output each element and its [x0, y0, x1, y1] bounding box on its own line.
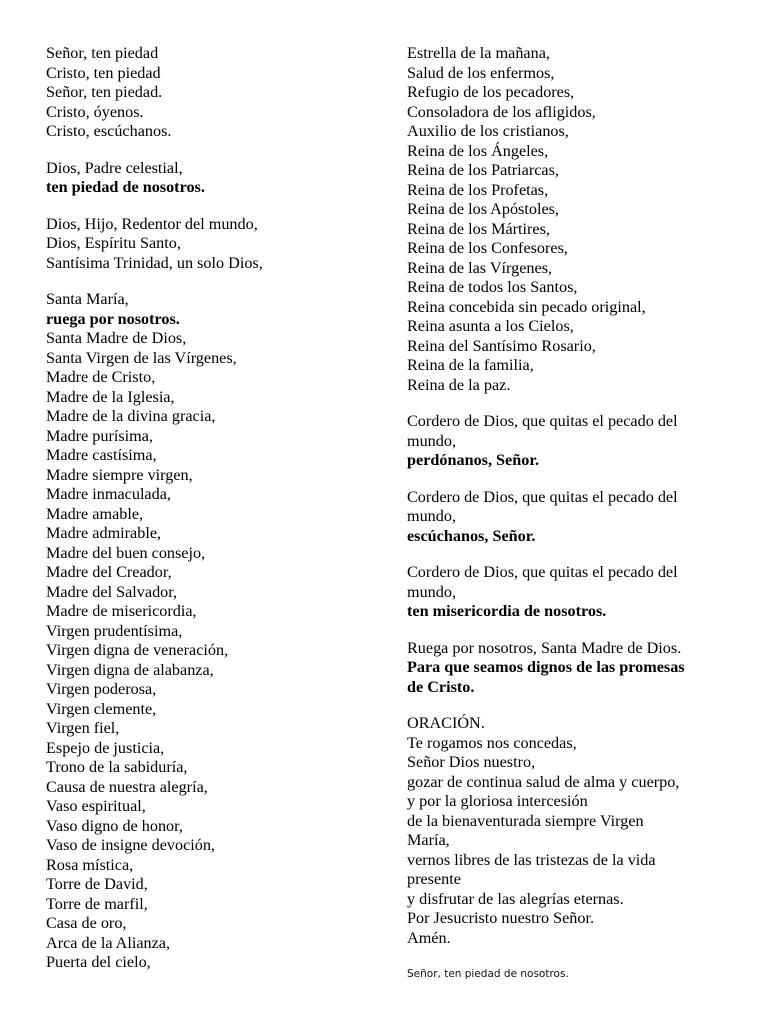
litany-title-line: Vaso digno de honor,: [46, 816, 183, 835]
prayer-line: y disfrutar de las alegrías eternas.: [407, 889, 624, 908]
litany-title-line: Reina de los Apóstoles,: [407, 200, 559, 218]
litany-title-line: Madre de la Iglesia,: [46, 387, 175, 406]
left-column: [46, 44, 376, 990]
agnus-dei-invocation: Cordero de Dios, que quitas el pecado del: [407, 412, 678, 430]
litany-title-line: Virgen digna de alabanza,: [46, 660, 214, 679]
litany-title-line: Consoladora de los afligidos,: [407, 102, 596, 121]
litany-title-line: Reina de las Vírgenes,: [407, 258, 553, 277]
trinity-block: [46, 215, 376, 274]
litany-title-line: Vaso espiritual,: [46, 797, 146, 815]
mary-response: ruega por nosotros.: [46, 309, 180, 328]
agnus-dei-invocation: mundo,: [407, 431, 457, 450]
kyrie-line: Cristo, óyenos.: [46, 102, 144, 121]
versicle-block: [407, 639, 737, 698]
litany-title-line: Virgen poderosa,: [46, 680, 157, 698]
litany-title-line: Salud de los enfermos,: [407, 63, 555, 82]
footer-note: Señor, ten piedad de nosotros.: [407, 968, 569, 980]
trinity-line: Santísima Trinidad, un solo Dios,: [46, 253, 263, 272]
litany-title-line: Torre de marfil,: [46, 894, 148, 913]
litany-title-line: Reina de los Ángeles,: [407, 141, 549, 160]
agnus-dei-block-2: [407, 488, 737, 547]
litany-title-line: Refugio de los pecadores,: [407, 83, 575, 101]
prayer-heading: ORACIÓN.: [407, 714, 485, 732]
litany-title-line: Madre purísima,: [46, 426, 153, 445]
litany-title-line: Madre castísima,: [46, 446, 157, 464]
versicle-response: Para que seamos dignos de las promesas: [407, 658, 685, 676]
prayer-line: María,: [407, 831, 450, 849]
litany-title-line: Reina de los Mártires,: [407, 219, 550, 238]
litany-title-line: Reina del Santísimo Rosario,: [407, 336, 596, 355]
prayer-block: [407, 714, 737, 948]
litany-title-line: Reina de todos los Santos,: [407, 278, 578, 296]
litany-title-line: Madre del Salvador,: [46, 582, 178, 601]
versicle-response: de Cristo.: [407, 677, 475, 696]
agnus-dei-response: perdónanos, Señor.: [407, 451, 540, 469]
litany-title-line: Reina de los Patriarcas,: [407, 161, 559, 179]
litany-title-line: Espejo de justicia,: [46, 738, 165, 757]
trinity-line: Dios, Espíritu Santo,: [46, 234, 181, 252]
father-invocation: Dios, Padre celestial,: [46, 158, 183, 177]
mary-block: [46, 290, 376, 973]
prayer-lines: [407, 734, 737, 949]
kyrie-line: Cristo, ten piedad: [46, 63, 161, 82]
agnus-dei-block-1: [407, 412, 737, 471]
litany-title-line: Madre siempre virgen,: [46, 465, 193, 484]
prayer-line: y por la gloriosa intercesión: [407, 792, 588, 810]
litany-title-line: Madre del buen consejo,: [46, 543, 206, 562]
agnus-dei-invocation: mundo,: [407, 507, 457, 525]
litany-title-line: Causa de nuestra alegría,: [46, 777, 208, 796]
litany-title-line: Reina asunta a los Cielos,: [407, 317, 574, 335]
prayer-line: Te rogamos nos concedas,: [407, 733, 577, 752]
litany-title-line: Rosa mística,: [46, 855, 134, 874]
litany-title-line: Trono de la sabiduría,: [46, 758, 188, 776]
litany-title-line: Reina concebida sin pecado original,: [407, 297, 646, 316]
litany-title-line: Arca de la Alianza,: [46, 933, 171, 952]
agnus-dei-invocation: Cordero de Dios, que quitas el pecado del: [407, 487, 678, 506]
agnus-dei-invocation: Cordero de Dios, que quitas el pecado del: [407, 563, 678, 581]
prayer-line: Señor Dios nuestro,: [407, 753, 536, 771]
litany-title-line: Reina de la paz.: [407, 375, 511, 394]
prayer-line: presente: [407, 870, 461, 888]
kyrie-line: Señor, ten piedad: [46, 44, 159, 62]
litany-title-line: Reina de la familia,: [407, 356, 534, 374]
prayer-line: Amén.: [407, 928, 451, 947]
prayer-line: gozar de continua salud de alma y cuerpo,: [407, 772, 680, 791]
litany-title-line: Santa Virgen de las Vírgenes,: [46, 348, 237, 367]
trinity-line: Dios, Hijo, Redentor del mundo,: [46, 214, 258, 233]
litany-title-line: Madre amable,: [46, 504, 144, 523]
father-response: ten piedad de nosotros.: [46, 178, 205, 196]
agnus-dei-invocation: mundo,: [407, 582, 457, 601]
litany-title-line: Virgen fiel,: [46, 719, 120, 737]
right-column: [407, 44, 737, 965]
litany-title-line: Madre de Cristo,: [46, 368, 156, 386]
litany-title-line: Madre inmaculada,: [46, 485, 171, 503]
litany-title-line: Madre de la divina gracia,: [46, 407, 216, 425]
prayer-line: de la bienaventurada siempre Virgen: [407, 811, 644, 830]
litany-title-line: Virgen digna de veneración,: [46, 641, 229, 659]
litany-title-line: Reina de los Confesores,: [407, 239, 568, 257]
kyrie-block: [46, 44, 376, 142]
litany-title-line: Madre admirable,: [46, 524, 162, 542]
litany-title-line: Madre del Creador,: [46, 563, 172, 581]
litany-title-line: Casa de oro,: [46, 914, 127, 932]
litany-title-line: Vaso de insigne devoción,: [46, 836, 216, 854]
mary-invocation: Santa María,: [46, 290, 129, 308]
agnus-dei-response: escúchanos, Señor.: [407, 526, 536, 545]
litany-title-line: Auxilio de los cristianos,: [407, 122, 569, 140]
litany-title-line: Torre de David,: [46, 875, 148, 893]
litany-title-line: Puerta del cielo,: [46, 953, 151, 971]
litany-title-line: Madre de misericordia,: [46, 602, 197, 620]
kyrie-line: Cristo, escúchanos.: [46, 122, 172, 140]
prayer-line: Por Jesucristo nuestro Señor.: [407, 909, 595, 927]
prayer-line: vernos libres de las tristezas de la vida: [407, 850, 656, 869]
kyrie-line: Señor, ten piedad.: [46, 83, 163, 101]
litany-title-line: Santa Madre de Dios,: [46, 329, 187, 347]
agnus-dei-response: ten misericordia de nosotros.: [407, 602, 607, 620]
litany-title-line: Reina de los Profetas,: [407, 180, 549, 199]
litany-title-line: Virgen prudentísima,: [46, 621, 183, 640]
litany-title-line: Virgen clemente,: [46, 699, 157, 718]
agnus-dei-block-3: [407, 563, 737, 622]
mary-titles-list: [46, 329, 376, 973]
queen-titles-list: [407, 44, 737, 395]
versicle-verse: Ruega por nosotros, Santa Madre de Dios.: [407, 638, 682, 657]
father-block: [46, 159, 376, 198]
litany-title-line: Estrella de la mañana,: [407, 44, 550, 62]
